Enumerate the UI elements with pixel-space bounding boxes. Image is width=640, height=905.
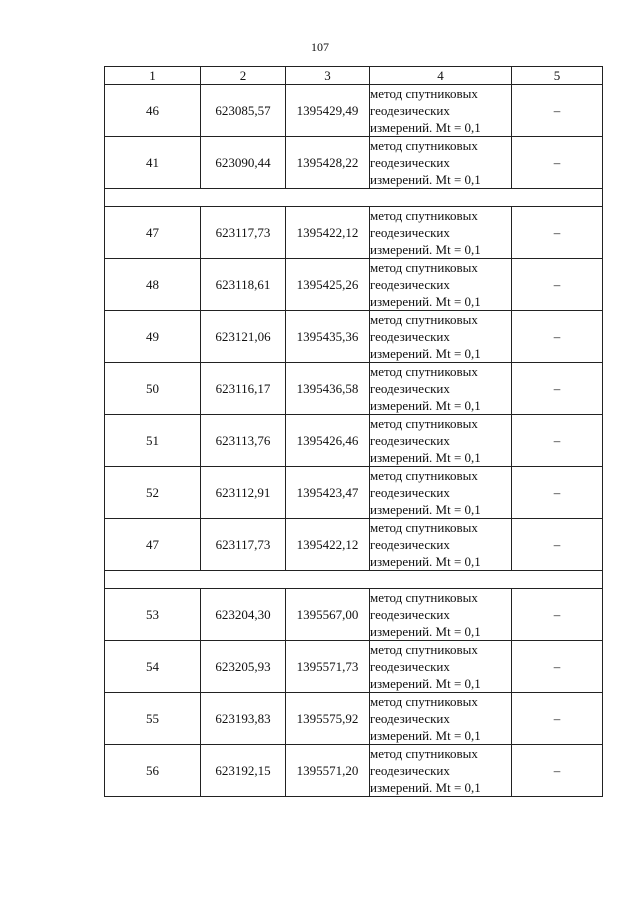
note-cell: – (512, 85, 603, 137)
group-separator (105, 189, 603, 207)
table-row (105, 207, 603, 259)
method-line: метод спутниковых (370, 416, 478, 431)
point-number-cell: 46 (105, 85, 201, 137)
method-line: измерений. Mt = 0,1 (370, 780, 481, 795)
method-line: метод спутниковых (370, 694, 478, 709)
note-cell: – (512, 519, 603, 571)
method-cell (370, 415, 512, 467)
point-number-cell: 47 (105, 519, 201, 571)
table-body (105, 85, 603, 797)
y-coordinate-cell: 1395428,22 (286, 137, 370, 189)
header-col-3: 3 (286, 67, 370, 85)
method-line: метод спутниковых (370, 138, 478, 153)
x-coordinate-cell: 623117,73 (201, 207, 286, 259)
table-row (105, 693, 603, 745)
method-line: метод спутниковых (370, 642, 478, 657)
table-row (105, 85, 603, 137)
method-line: геодезических (370, 277, 450, 292)
method-line: измерений. Mt = 0,1 (370, 450, 481, 465)
method-line: геодезических (370, 225, 450, 240)
note-cell: – (512, 467, 603, 519)
method-line: измерений. Mt = 0,1 (370, 554, 481, 569)
method-cell (370, 641, 512, 693)
header-col-2: 2 (201, 67, 286, 85)
method-line: метод спутниковых (370, 208, 478, 223)
method-line: метод спутниковых (370, 520, 478, 535)
method-line: измерений. Mt = 0,1 (370, 676, 481, 691)
table-row (105, 415, 603, 467)
x-coordinate-cell: 623193,83 (201, 693, 286, 745)
method-line: измерений. Mt = 0,1 (370, 172, 481, 187)
note-cell: – (512, 415, 603, 467)
note-cell: – (512, 137, 603, 189)
method-line: измерений. Mt = 0,1 (370, 398, 481, 413)
y-coordinate-cell: 1395426,46 (286, 415, 370, 467)
method-line: метод спутниковых (370, 468, 478, 483)
method-cell (370, 519, 512, 571)
method-line: геодезических (370, 329, 450, 344)
method-cell (370, 363, 512, 415)
method-line: метод спутниковых (370, 86, 478, 101)
note-cell: – (512, 207, 603, 259)
y-coordinate-cell: 1395423,47 (286, 467, 370, 519)
table-row (105, 311, 603, 363)
point-number-cell: 41 (105, 137, 201, 189)
y-coordinate-cell: 1395567,00 (286, 589, 370, 641)
method-line: геодезических (370, 763, 450, 778)
method-cell (370, 137, 512, 189)
method-line: геодезических (370, 659, 450, 674)
method-line: геодезических (370, 381, 450, 396)
point-number-cell: 47 (105, 207, 201, 259)
y-coordinate-cell: 1395422,12 (286, 519, 370, 571)
point-number-cell: 50 (105, 363, 201, 415)
x-coordinate-cell: 623192,15 (201, 745, 286, 797)
note-cell: – (512, 641, 603, 693)
page-number: 107 (311, 40, 329, 54)
method-line: метод спутниковых (370, 260, 478, 275)
method-line: измерений. Mt = 0,1 (370, 502, 481, 517)
x-coordinate-cell: 623090,44 (201, 137, 286, 189)
note-cell: – (512, 259, 603, 311)
y-coordinate-cell: 1395575,92 (286, 693, 370, 745)
method-cell (370, 207, 512, 259)
method-cell (370, 745, 512, 797)
y-coordinate-cell: 1395422,12 (286, 207, 370, 259)
method-line: геодезических (370, 485, 450, 500)
group-separator-row (105, 189, 603, 207)
point-number-cell: 55 (105, 693, 201, 745)
method-line: измерений. Mt = 0,1 (370, 624, 481, 639)
point-number-cell: 53 (105, 589, 201, 641)
x-coordinate-cell: 623117,73 (201, 519, 286, 571)
table-row (105, 641, 603, 693)
note-cell: – (512, 745, 603, 797)
method-line: измерений. Mt = 0,1 (370, 242, 481, 257)
method-line: геодезических (370, 433, 450, 448)
table-row (105, 363, 603, 415)
x-coordinate-cell: 623116,17 (201, 363, 286, 415)
method-cell (370, 467, 512, 519)
table-row (105, 259, 603, 311)
y-coordinate-cell: 1395425,26 (286, 259, 370, 311)
method-line: метод спутниковых (370, 746, 478, 761)
header-col-1: 1 (105, 67, 201, 85)
point-number-cell: 56 (105, 745, 201, 797)
table-header-row (105, 67, 603, 85)
x-coordinate-cell: 623113,76 (201, 415, 286, 467)
x-coordinate-cell: 623112,91 (201, 467, 286, 519)
x-coordinate-cell: 623118,61 (201, 259, 286, 311)
method-line: измерений. Mt = 0,1 (370, 728, 481, 743)
note-cell: – (512, 311, 603, 363)
y-coordinate-cell: 1395571,73 (286, 641, 370, 693)
y-coordinate-cell: 1395436,58 (286, 363, 370, 415)
table-row (105, 137, 603, 189)
table-row (105, 519, 603, 571)
method-line: измерений. Mt = 0,1 (370, 294, 481, 309)
group-separator-row (105, 571, 603, 589)
method-line: измерений. Mt = 0,1 (370, 120, 481, 135)
x-coordinate-cell: 623205,93 (201, 641, 286, 693)
note-cell: – (512, 693, 603, 745)
method-line: геодезических (370, 537, 450, 552)
method-line: метод спутниковых (370, 312, 478, 327)
y-coordinate-cell: 1395429,49 (286, 85, 370, 137)
method-cell (370, 693, 512, 745)
method-line: метод спутниковых (370, 364, 478, 379)
point-number-cell: 48 (105, 259, 201, 311)
y-coordinate-cell: 1395435,36 (286, 311, 370, 363)
y-coordinate-cell: 1395571,20 (286, 745, 370, 797)
method-line: геодезических (370, 155, 450, 170)
point-number-cell: 52 (105, 467, 201, 519)
method-cell (370, 85, 512, 137)
group-separator (105, 571, 603, 589)
point-number-cell: 49 (105, 311, 201, 363)
method-cell (370, 259, 512, 311)
x-coordinate-cell: 623121,06 (201, 311, 286, 363)
coordinates-table (104, 66, 603, 797)
method-line: геодезических (370, 103, 450, 118)
table-row (105, 745, 603, 797)
table-row (105, 467, 603, 519)
method-cell (370, 311, 512, 363)
note-cell: – (512, 589, 603, 641)
header-col-5: 5 (512, 67, 603, 85)
header-col-4: 4 (370, 67, 512, 85)
method-line: геодезических (370, 711, 450, 726)
note-cell: – (512, 363, 603, 415)
point-number-cell: 51 (105, 415, 201, 467)
method-cell (370, 589, 512, 641)
method-line: метод спутниковых (370, 590, 478, 605)
table-row (105, 589, 603, 641)
point-number-cell: 54 (105, 641, 201, 693)
method-line: измерений. Mt = 0,1 (370, 346, 481, 361)
x-coordinate-cell: 623085,57 (201, 85, 286, 137)
method-line: геодезических (370, 607, 450, 622)
x-coordinate-cell: 623204,30 (201, 589, 286, 641)
